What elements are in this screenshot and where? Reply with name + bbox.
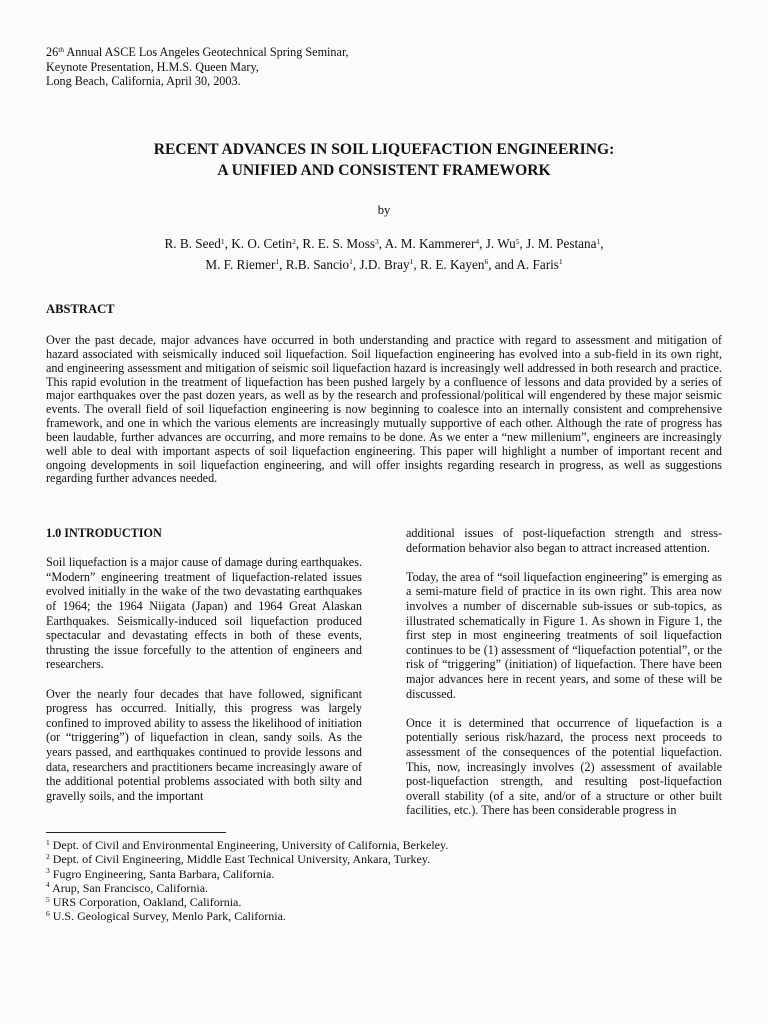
abstract-text: Over the past decade, major advances have occurred in both understanding and practice with regard to assessment and mitigation of hazard associated with seismically induced soil liquefaction. Soil liquefaction engineering has evolved into a sub-field in its own right, and engineering assessment and mitigation of seismic soil liquefaction hazard is increasingly well addressed in both research and practice. This rapid evolution in the treatment of liquefaction has been pushed largely by a confluence of lessons and data provided by a series of major earthquakes over the past dozen years, as well as by the research and professional/political will engendered by these major seismic events. The overall field of soil liquefaction engineering is now beginning to coalesce into an internally consistent and comprehensive framework, and one in which the various elements are increasingly mutually supportive of each other. Although the rate of progress has been laudable, further advances are occurring, and more remains to be done. As we enter a “new millenium”, engineers are increasingly well able to deal with important aspects of soil liquefaction engineering. This paper will highlight a number of important recent and ongoing developments in soil liquefaction engineering, and will offer insights regarding research in progress, as well as suggestions regarding further advances needed. <box>46 333 722 486</box>
paper-title <box>0 139 768 181</box>
footnote-text: Dept. of Civil Engineering, Middle East Technical University, Ankara, Turkey. <box>49 852 431 867</box>
footnote-text: URS Corporation, Oakland, California. <box>49 895 242 910</box>
affiliation-mark: 1 <box>558 257 563 266</box>
footnote <box>46 867 448 881</box>
conference-number: 26 <box>46 45 59 59</box>
paragraph: additional issues of post-liquefaction strength and stress-deformation behavior also began to attract increased attention. <box>406 526 722 555</box>
author-name: J.D. Bray <box>359 256 410 272</box>
footnote-text: Arup, San Francisco, California. <box>49 880 209 895</box>
title-line-1: RECENT ADVANCES IN SOIL LIQUEFACTION ENGINEERING: <box>153 141 615 158</box>
conference-line-3: Long Beach, California, April 30, 2003. <box>46 74 241 89</box>
affiliation-mark: 1 <box>409 257 414 266</box>
author-name: A. M. Kammerer <box>384 236 476 251</box>
footnotes <box>46 838 448 924</box>
footnote-text: Fugro Engineering, Santa Barbara, California. <box>49 866 275 881</box>
conference-info <box>46 45 349 89</box>
footnote <box>46 838 448 852</box>
author-separator: , <box>413 256 420 272</box>
author-separator: , <box>519 236 527 251</box>
author-name: J. M. Pestana <box>526 236 597 251</box>
footnote-text: U.S. Geological Survey, Menlo Park, California. <box>49 909 286 924</box>
author-name: A. Faris <box>516 256 559 272</box>
affiliation-mark: 1 <box>220 236 225 246</box>
author-line-2 <box>0 255 768 276</box>
footnote-number: 2 <box>46 851 50 861</box>
paragraph: Soil liquefaction is a major cause of damage during earthquakes. “Modern” engineering treatment of liquefaction-related issues evolved initially in the wake of the two devastating earthquakes of 1964; the 1964 Niigata (Japan) and 1964 Great Alaskan Earthquakes. Seismically-induced soil liquefaction produced spectacular and devastating effects in both of these events, thrusting the issue forcefully to the attention of engineers and researchers. <box>46 555 362 672</box>
footnote-text: Dept. of Civil and Environmental Engineering, University of California, Berkeley. <box>49 838 449 852</box>
affiliation-mark: 1 <box>596 236 601 246</box>
author-separator: , <box>600 236 604 251</box>
author-name: M. F. Riemer <box>205 256 276 272</box>
conference-line-1 <box>46 45 349 60</box>
paragraph: Today, the area of “soil liquefaction engineering” is emerging as a semi-mature field of practice in its own right. This area now involves a number of discernable sub-issues or sub-topics, as illustrated schematically in Figure 1. As shown in Figure 1, the first step in most engineering treatments of soil liquefaction continues to be (1) assessment of “liquefaction potential”, or the risk of “triggering” (initiation) of liquefaction. There have been major advances here in recent years, and some of these will be discussed. <box>406 569 722 701</box>
section-heading: 1.0 INTRODUCTION <box>46 526 162 540</box>
footnote-number: 3 <box>46 866 50 876</box>
author-line-1 <box>0 234 768 255</box>
right-column <box>406 526 722 832</box>
paragraph: Over the nearly four decades that have followed, significant progress has occurred. Initially, this progress was largely confined to improved ability to assess the likelihood of initiation (or “triggering”) of liquefaction in clean, sandy soils. As the years passed, and earthquakes continued to provide lessons and data, researchers and practitioners became increasingly aware of the additional potential problems associated with both silty and gravelly soils, and the important <box>46 686 362 803</box>
footnote-divider <box>46 832 226 833</box>
footnote <box>46 909 448 923</box>
footnote-number: 6 <box>46 908 50 918</box>
affiliation-mark: 6 <box>484 257 489 266</box>
author-separator: , <box>352 256 360 272</box>
paragraph: Once it is determined that occurrence of liquefaction is a potentially serious risk/hazard, the process next proceeds to assessment of the consequences of the potential liquefaction. This, now, increasingly involves (2) assessment of available post-liquefaction strength, and resulting post-liquefaction overall stability (of a site, and/or of a structure or other built facilities, etc.). There has been considerable progress in <box>406 715 722 818</box>
affiliation-mark: 3 <box>374 236 379 246</box>
author-separator: , <box>279 256 286 272</box>
footnote <box>46 895 448 909</box>
affiliation-mark: 5 <box>515 236 520 246</box>
author-separator: , <box>378 236 385 251</box>
author-name: R. E. S. Moss <box>302 236 375 251</box>
footnote-number: 1 <box>46 837 50 847</box>
conference-name: Annual ASCE Los Angeles Geotechnical Spring Seminar, <box>64 45 349 59</box>
affiliation-mark: 4 <box>475 236 480 246</box>
author-separator: , and <box>488 256 517 272</box>
footnote <box>46 881 448 895</box>
footnote-number: 5 <box>46 894 50 904</box>
author-name: R.B. Sancio <box>285 256 350 272</box>
author-list <box>0 234 768 275</box>
author-name: J. Wu <box>485 236 516 251</box>
affiliation-mark: 1 <box>275 257 280 266</box>
abstract-heading: ABSTRACT <box>46 302 115 316</box>
title-line-2: A UNIFIED AND CONSISTENT FRAMEWORK <box>217 162 551 179</box>
left-column <box>46 526 362 818</box>
author-name: R. B. Seed <box>164 236 221 251</box>
byline: by <box>377 203 391 217</box>
conference-line-2: Keynote Presentation, H.M.S. Queen Mary, <box>46 59 259 74</box>
footnote-number: 4 <box>46 880 50 890</box>
author-name: R. E. Kayen <box>419 256 485 272</box>
author-name: K. O. Cetin <box>231 236 293 251</box>
author-separator: , <box>295 236 303 251</box>
author-separator: , <box>224 236 232 251</box>
affiliation-mark: 1 <box>349 257 353 266</box>
author-separator: , <box>479 236 486 251</box>
footnote <box>46 852 448 866</box>
conference-ordinal: th <box>58 44 65 54</box>
affiliation-mark: 2 <box>292 236 296 246</box>
